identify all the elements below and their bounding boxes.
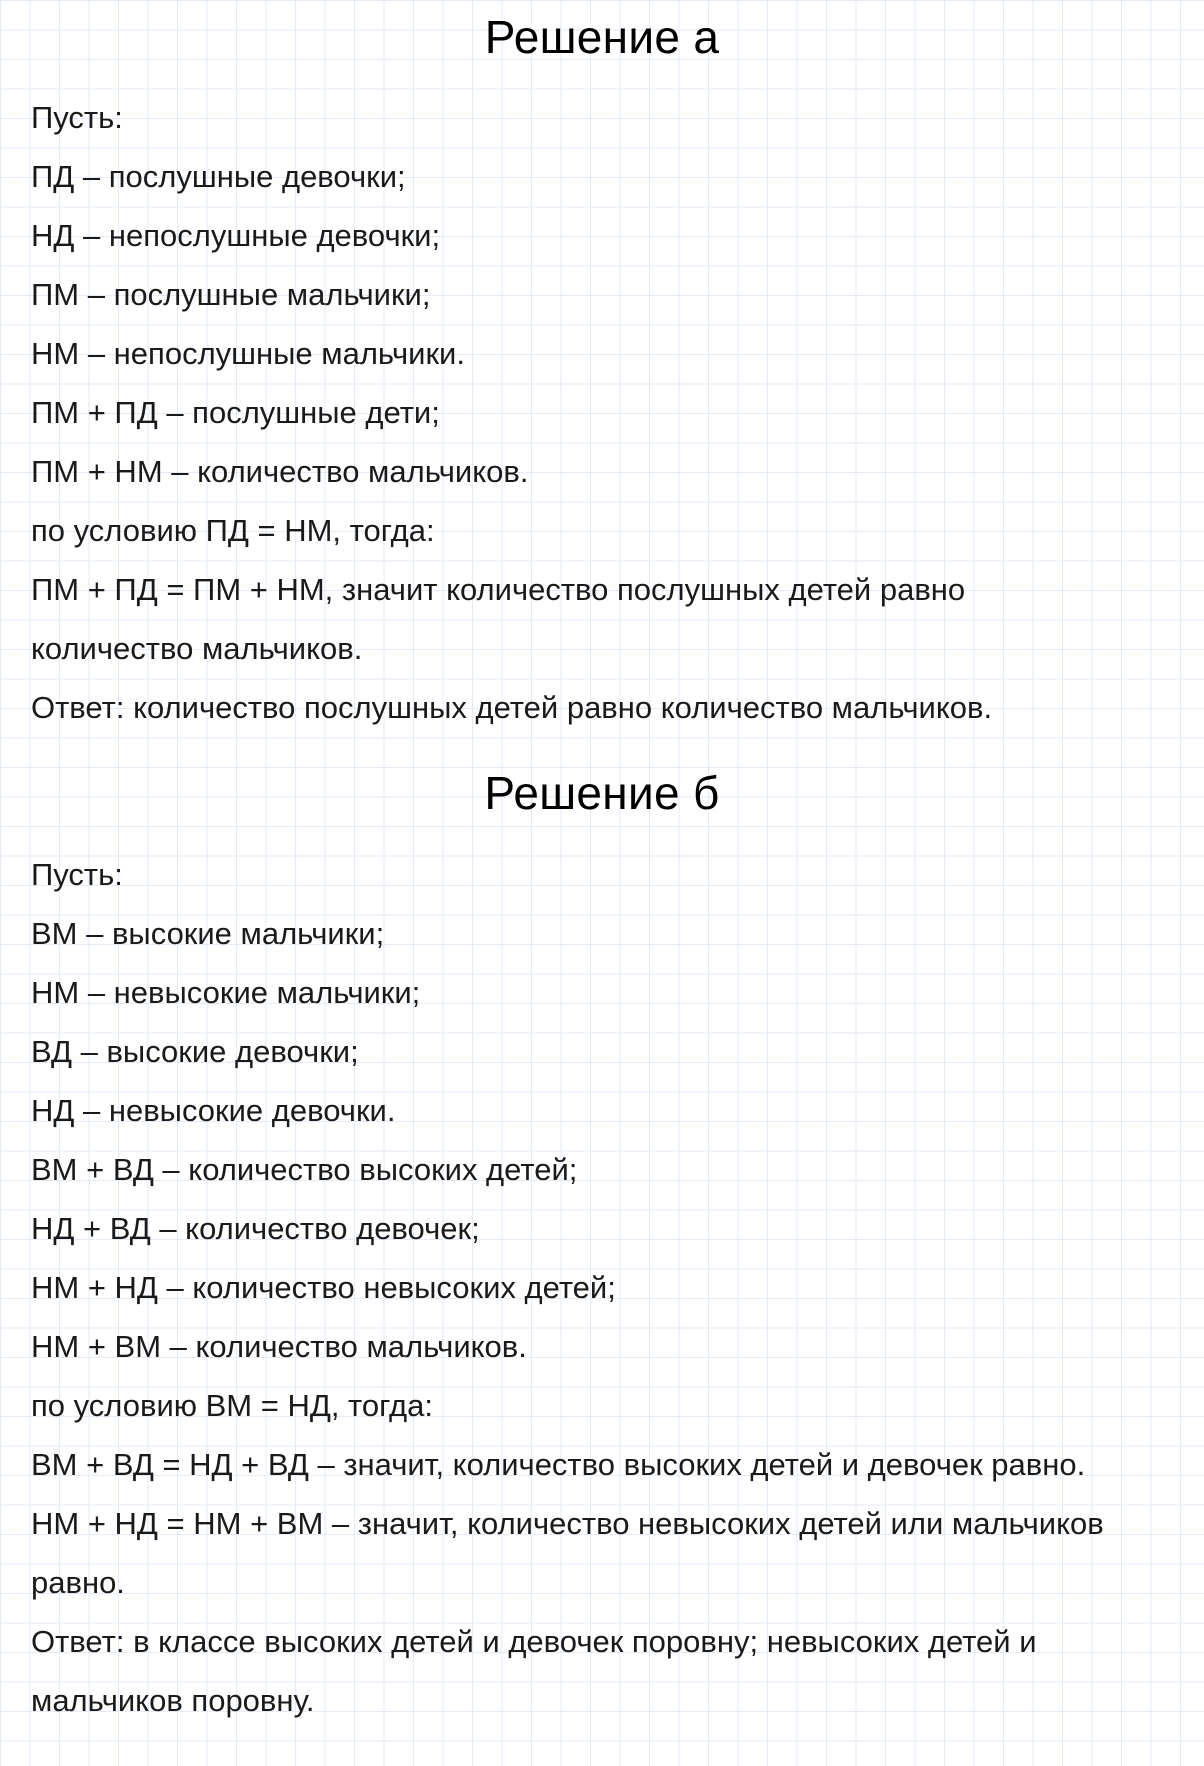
- heading-solution-b: Решение б: [484, 767, 720, 819]
- solution-b-text: [31, 845, 1184, 1730]
- solution-a-text: [31, 88, 1184, 737]
- heading-solution-a: Решение а: [484, 11, 720, 63]
- solution-b-line: НМ + НД – количество невысоких детей;: [31, 1270, 616, 1305]
- solution-b-line: НМ – невысокие мальчики;: [31, 975, 421, 1010]
- solution-b-line: ВМ – высокие мальчики;: [31, 916, 385, 951]
- solution-b-line: НМ + ВМ – количество мальчиков.: [31, 1329, 527, 1364]
- solution-b-line: НМ + НД = НМ + ВМ – значит, количество невысоких детей или мальчиков: [31, 1506, 1104, 1541]
- solution-a-line: ПМ + НМ – количество мальчиков.: [31, 454, 529, 489]
- solution-b-answer: мальчиков поровну.: [31, 1683, 315, 1718]
- solution-a-line: НД – непослушные девочки;: [31, 218, 441, 253]
- solution-a-line: ПД – послушные девочки;: [31, 159, 406, 194]
- solution-b-line: Пусть:: [31, 857, 123, 892]
- solution-a-line: НМ – непослушные мальчики.: [31, 336, 465, 371]
- solution-b-line: по условию ВМ = НД, тогда:: [31, 1388, 434, 1423]
- solution-b-line: ВМ + ВД = НД + ВД – значит, количество высоких детей и девочек равно.: [31, 1447, 1086, 1482]
- solution-b-line: ВМ + ВД – количество высоких детей;: [31, 1152, 578, 1187]
- solution-a-line: ПМ + ПД = ПМ + НМ, значит количество послушных детей равно: [31, 572, 966, 607]
- solution-a-answer: Ответ: количество послушных детей равно количество мальчиков.: [31, 690, 993, 725]
- solution-a-line: ПМ – послушные мальчики;: [31, 277, 431, 312]
- solution-b-answer: Ответ: в классе высоких детей и девочек поровну; невысоких детей и: [31, 1624, 1037, 1659]
- solution-a-line: Пусть:: [31, 100, 123, 135]
- solution-b-line: НД + ВД – количество девочек;: [31, 1211, 480, 1246]
- solution-a-line: по условию ПД = НМ, тогда:: [31, 513, 435, 548]
- solution-b-line: НД – невысокие девочки.: [31, 1093, 396, 1128]
- solution-a-line: ПМ + ПД – послушные дети;: [31, 395, 440, 430]
- solution-b-line: равно.: [31, 1565, 125, 1600]
- solution-a-line: количество мальчиков.: [31, 631, 363, 666]
- solution-b-line: ВД – высокие девочки;: [31, 1034, 359, 1069]
